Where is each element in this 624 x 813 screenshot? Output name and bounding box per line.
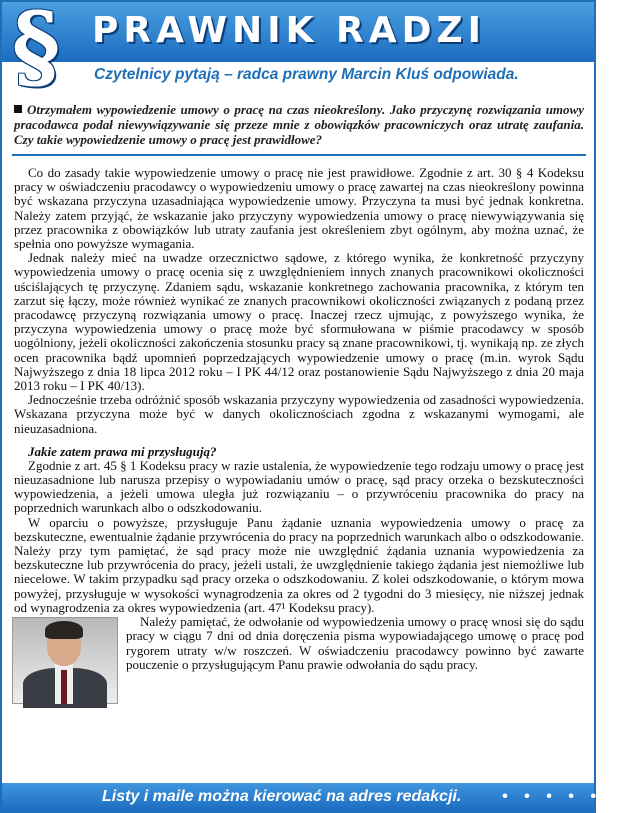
answer-paragraph: Należy pamiętać, że odwołanie od wypowiedzenia umowy o pracę wnosi się do sądu pracy w ciągu 7 dni od dnia doręczenia pisma wypowiadającego umowę o pracę pod rygorem utraty w/w roszczeń. W oświadczeniu pracodawcy powinno być zawarte pouczenie o przysługującym Panu prawie odwołania do sądu pracy. — [126, 614, 584, 672]
answer-paragraph: Co do zasady takie wypowiedzenie umowy o pracę nie jest prawidłowe. Zgodnie z art. 30 § 4 Kodeksu pracy w oświadczeniu pracodawcy o wypowiedzeniu umowy o pracę zawartej na czas nieokreślony powinna być wskazana przyczyna uzasadniająca wypowiedzenie umowy. Przyczyna ta musi być jednak konkretna. Należy zatem przyjąć, że wskazanie jako przyczyny wypowiedzenia umowy o pracę niewywiązywania się przez pracownika z obowiązków lub utraty zaufania jest określeniem zbyt ogólnym, aby można uznać, że spełnia ono powyższe wymagania. — [14, 165, 584, 252]
author-photo — [12, 617, 118, 704]
answer-body — [14, 166, 584, 704]
square-bullet-icon — [14, 105, 22, 113]
footer-dots: • • • • • • — [502, 788, 624, 805]
question-text: Otrzymałem wypowiedzenie umowy o pracę na czas nieokreślony. Jako przyczynę rozwiązania umowy pracodawca podał niewywiązywanie się przeze mnie z obowiązków pracowniczych oraz utratę zaufania. Czy takie wypowiedzenie umowy o pracę jest prawidłowe? — [14, 102, 584, 147]
photo-tie — [61, 670, 67, 704]
reader-question — [14, 102, 584, 147]
column-subtitle: Czytelnicy pytają – radca prawny Marcin Kluś odpowiada. — [94, 66, 519, 83]
footer-banner — [2, 783, 624, 811]
answer-paragraph: Zgodnie z art. 45 § 1 Kodeksu pracy w razie ustalenia, że wypowiedzenie tego rodzaju umowy o pracę jest nieuzasadnione lub narusza przepisy o wypowiadaniu umów o pracę, sąd pracy orzeka o bezskuteczności wypowiedzenia, a jeżeli umowa uległa już rozwiązaniu – o przywróceniu pracownika do pracy na poprzednich warunkach albo o odszkodowaniu. — [14, 457, 584, 516]
column-title: PRAWNIK RADZI — [92, 10, 486, 51]
answer-subheading: Jakie zatem prawa mi przysługują? — [28, 443, 217, 459]
answer-paragraph: Jednocześnie trzeba odróżnić sposób wskazania przyczyny wypowiedzenia od zasadności wypowiedzenia. Wskazana przyczyna może być w danych okolicznościach zgodna z wskazanymi wymogami, ale nieuzasadniona. — [14, 392, 584, 436]
answer-paragraph: Jednak należy mieć na uwadze orzecznictwo sądowe, z którego wynika, że konkretność przyczyny wypowiedzenia umowy o pracę ocenia się z uwzględnieniem innych znanych pracownikowi okoliczności uściślających tę przyczynę. Zdaniem sądu, wskazanie konkretnego zachowania pracownika, z którym ten zarzut się łączy, może również wynikać ze znanych pracownikowi okoliczności związanych z podaną przez pracodawcę przyczyną rozwiązania umowy o pracę. Inaczej rzecz ujmując, z powyższego wynika, że przyczyna wypowiedzenia umowy o pracę może być sformułowana w piśmie pracodawcy w sposób uogólniony, jeżeli okoliczności zakończenia stosunku pracy są znane pracownikowi, tj. wynikają np. ze złych ocen pracownika bądź upomnień poprzedzających wypowiedzenie umowy o pracę (m.in. wyrok Sądu Najwyższego z dnia 18 lipca 2012 roku – I PK 44/12 oraz postanowienie Sądu Najwyższego z dnia 20 maja 2013 roku – I PK 40/13). — [14, 250, 584, 394]
section-sign-icon: § — [11, 0, 61, 100]
divider — [12, 154, 586, 156]
photo-hair — [45, 621, 83, 639]
answer-paragraph: W oparciu o powyższe, przysługuje Panu żądanie uznania wypowiedzenia umowy o pracę za bezskuteczne, ewentualnie żądanie przywrócenia do pracy na poprzednich warunkach albo o odszkodowanie. Należy przy tym pamiętać, że sąd pracy może nie uwzględnić żądania uznania wypowiedzenia za bezskuteczne lub przywrócenia do pracy, jeżeli ustali, że uwzględnienie takiego żądania jest niemożliwe lub niecelowe. W takim przypadku sąd pracy orzeka o odszkodowaniu. Z kolei odszkodowanie, o którym mowa powyżej, przysługuje w wysokości wynagrodzenia za okres od 2 tygodni do 3 miesięcy, nie niższej jednak od wynagrodzenia za okres wypowiedzenia (art. 47¹ Kodeksu pracy). — [14, 514, 584, 615]
footer-text: Listy i maile można kierować na adres redakcji. — [102, 788, 462, 805]
